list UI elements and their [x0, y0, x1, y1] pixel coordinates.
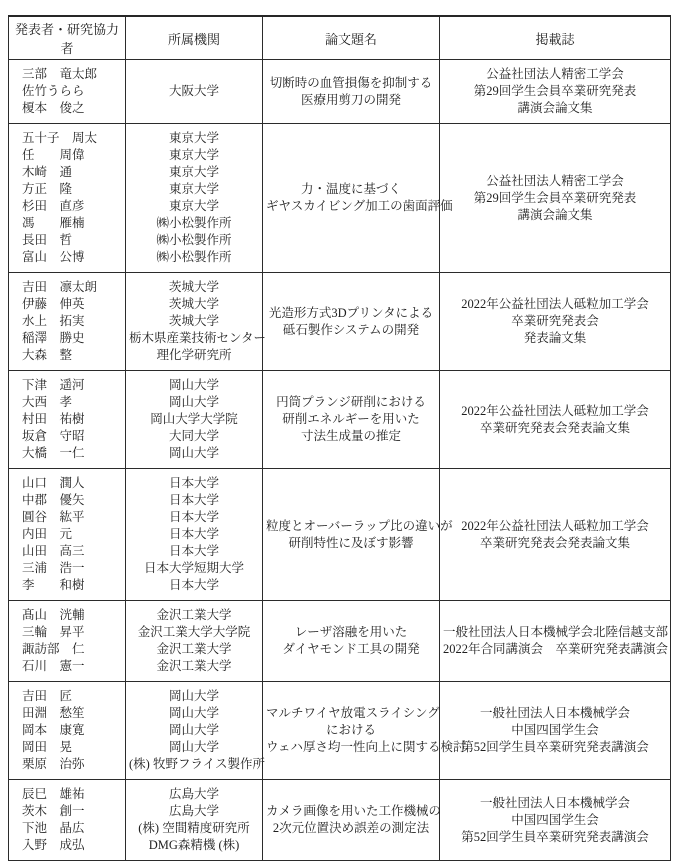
- text-line: 日本大学: [168, 527, 219, 541]
- text-line: 圓谷 紘平: [22, 510, 85, 524]
- journal-cell: [440, 273, 671, 371]
- text-line: 卒業研究発表会発表論文集: [479, 420, 630, 435]
- text-line: 伊藤 伸英: [22, 297, 85, 311]
- table-row: [9, 780, 671, 861]
- table-row: [9, 124, 671, 273]
- publications-table: [8, 15, 671, 861]
- text-line: 第52回学生員卒業研究発表講演会: [461, 829, 649, 844]
- journal-cell: [440, 601, 671, 682]
- text-line: 山口 潤人: [22, 476, 85, 490]
- text-line: 木崎 通: [22, 165, 73, 179]
- text-line: 東京大学: [168, 182, 219, 196]
- text-line: 三輪 昇平: [22, 625, 85, 639]
- text-line: 長田 哲: [22, 233, 73, 247]
- text-line: 吉田 匠: [22, 689, 73, 703]
- text-line: マルチワイヤ放電スライシング: [266, 706, 440, 720]
- names-cell: [9, 469, 126, 601]
- text-line: 東京大学: [168, 199, 219, 213]
- column-header-journal: 掲載誌: [440, 16, 671, 60]
- text-line: 日本大学: [168, 578, 219, 592]
- text-line: 研削エネルギーを用いた: [282, 412, 420, 426]
- table-row: [9, 273, 671, 371]
- affiliation-cell: [126, 601, 263, 682]
- text-line: (株) 牧野フライス製作所: [129, 757, 265, 771]
- affiliation-cell: [126, 124, 263, 273]
- text-line: 岡山大学: [168, 395, 219, 409]
- text-line: ギヤスカイビング加工の歯面評価: [266, 199, 453, 213]
- text-line: 水上 拓実: [22, 314, 85, 328]
- title-cell: [263, 371, 440, 469]
- journal-cell: [440, 124, 671, 273]
- affiliation-cell: [126, 780, 263, 861]
- text-line: 寸法生成量の推定: [300, 429, 401, 443]
- text-line: 岡本 康寛: [22, 723, 85, 737]
- text-line: 第52回学生員卒業研究発表講演会: [461, 740, 649, 754]
- text-line: 岡山大学: [168, 689, 219, 703]
- journal-cell: [440, 780, 671, 861]
- text-line: 岡山大学: [168, 740, 219, 754]
- text-line: 一般社団法人日本機械学会: [479, 706, 630, 720]
- text-line: 茨木 創一: [22, 804, 85, 818]
- text-line: 岡山大学: [168, 378, 219, 392]
- text-line: ウェハ厚さ均一性向上に関する検討: [266, 740, 466, 754]
- column-header-presenters: 発表者・研究協力者: [9, 16, 126, 60]
- title-cell: [263, 601, 440, 682]
- text-line: 一般社団法人日本機械学会: [479, 795, 630, 810]
- journal-cell: [440, 60, 671, 124]
- text-line: 粒度とオーバーラップ比の違いが: [266, 518, 453, 533]
- text-line: 榎本 俊之: [22, 101, 85, 115]
- text-line: 切断時の血管損傷を抑制する: [269, 75, 433, 90]
- text-line: 卒業研究発表会: [511, 314, 599, 328]
- text-line: 富山 公博: [22, 250, 85, 264]
- text-line: 馮 雁楠: [22, 216, 85, 230]
- text-line: ㈱小松製作所: [156, 233, 232, 247]
- title-cell: [263, 469, 453, 601]
- text-line: 李 和樹: [22, 578, 85, 592]
- text-line: 2022年公益社団法人砥粒加工学会: [461, 297, 649, 311]
- text-line: 2022年公益社団法人砥粒加工学会: [461, 518, 649, 533]
- text-line: 任 周偉: [22, 148, 85, 162]
- text-line: 中国四国学生会: [511, 812, 599, 827]
- journal-cell: [440, 682, 671, 780]
- table-row: [9, 371, 671, 469]
- text-line: 2次元位置決め誤差の測定法: [272, 821, 430, 835]
- text-line: 五十子 周太: [22, 131, 98, 145]
- names-cell: [9, 780, 126, 861]
- text-line: 2022年公益社団法人砥粒加工学会: [461, 403, 649, 418]
- table-row: [9, 469, 671, 601]
- header-row: [9, 16, 671, 60]
- title-cell: [263, 682, 466, 780]
- text-line: 茨城大学: [168, 297, 219, 311]
- names-cell: [9, 60, 126, 124]
- text-line: ダイヤモンド工具の開発: [282, 642, 420, 656]
- title-cell: [263, 780, 440, 861]
- text-line: 杉田 直彦: [22, 199, 85, 213]
- text-line: 入野 成弘: [22, 838, 85, 852]
- text-line: における: [325, 723, 376, 737]
- text-line: 大森 整: [22, 348, 73, 362]
- text-line: 日本大学: [168, 544, 219, 558]
- text-line: 日本大学: [168, 493, 219, 507]
- text-line: 東京大学: [168, 148, 219, 162]
- affiliation-cell: [126, 469, 263, 601]
- text-line: 金沢工業大学大学院: [137, 625, 251, 639]
- text-line: 三浦 浩一: [22, 561, 85, 575]
- text-line: 発表論文集: [523, 331, 587, 345]
- text-line: 日本大学: [168, 476, 219, 490]
- text-line: 田淵 愁笙: [22, 706, 85, 720]
- text-line: 大西 孝: [22, 395, 73, 409]
- text-line: 日本大学短期大学: [143, 561, 244, 575]
- journal-cell: [440, 469, 671, 601]
- names-cell: [9, 371, 126, 469]
- names-cell: [9, 682, 126, 780]
- names-cell: [9, 601, 126, 682]
- text-line: 講演会論文集: [517, 207, 593, 222]
- text-line: 中国四国学生会: [511, 723, 599, 737]
- text-line: 東京大学: [168, 165, 219, 179]
- text-line: 第29回学生会員卒業研究発表: [473, 190, 637, 205]
- text-line: 吉田 凛太朗: [22, 280, 98, 294]
- text-line: 一般社団法人日本機械学会北陸信越支部: [443, 625, 669, 639]
- text-line: ㈱小松製作所: [156, 250, 232, 264]
- text-line: 三部 竜太郎: [22, 67, 98, 81]
- text-line: 茨城大学: [168, 280, 219, 294]
- table-row: [9, 601, 671, 682]
- text-line: 卒業研究発表会発表論文集: [479, 535, 630, 550]
- text-line: 岡田 晃: [22, 740, 73, 754]
- affiliation-cell: [126, 371, 263, 469]
- text-line: 茨城大学: [168, 314, 219, 328]
- text-line: 第29回学生会員卒業研究発表: [473, 84, 637, 98]
- title-cell: [263, 60, 440, 124]
- text-line: 金沢工業大学: [156, 642, 232, 656]
- text-line: 村田 祐樹: [22, 412, 85, 426]
- text-line: 中郡 優矢: [22, 493, 85, 507]
- text-line: 岡山大学大学院: [150, 412, 238, 426]
- text-line: 佐竹うらら: [22, 84, 85, 98]
- text-line: 金沢工業大学: [156, 608, 232, 622]
- text-line: 下池 晶広: [22, 821, 85, 835]
- text-line: 坂倉 守昭: [22, 429, 85, 443]
- text-line: 岡山大学: [168, 706, 219, 720]
- text-line: 公益社団法人精密工学会: [486, 67, 624, 81]
- text-line: レーザ溶融を用いた: [294, 625, 408, 639]
- text-line: 金沢工業大学: [156, 659, 232, 673]
- text-line: 大橋 一仁: [22, 446, 85, 460]
- journal-cell: [440, 371, 671, 469]
- text-line: 諏訪部 仁: [22, 642, 85, 656]
- text-line: ㈱小松製作所: [156, 216, 232, 230]
- column-header-paper-title: 論文題名: [263, 16, 440, 60]
- text-line: 円筒プランジ研削における: [276, 395, 426, 409]
- text-line: 公益社団法人精密工学会: [486, 173, 624, 188]
- text-line: 医療用剪刀の開発: [300, 92, 401, 107]
- text-line: 砥石製作システムの開発: [282, 322, 420, 337]
- text-line: DMG森精機 (株): [148, 838, 240, 852]
- text-line: 髙山 洸輔: [22, 608, 85, 622]
- title-cell: [263, 273, 440, 371]
- column-header-affiliation: 所属機関: [126, 16, 263, 60]
- text-line: 広島大学: [168, 787, 219, 801]
- text-line: 2022年合同講演会 卒業研究発表講演会: [443, 642, 669, 656]
- text-line: 大同大学: [168, 429, 219, 443]
- text-line: 岡山大学: [168, 723, 219, 737]
- text-line: 岡山大学: [168, 446, 219, 460]
- text-line: 日本大学: [168, 510, 219, 524]
- text-line: 辰巳 雄祐: [22, 787, 85, 801]
- names-cell: [9, 124, 126, 273]
- affiliation-cell: [126, 60, 263, 124]
- text-line: 理化学研究所: [156, 348, 232, 362]
- text-line: 広島大学: [168, 804, 219, 818]
- text-line: 栗原 治弥: [22, 757, 85, 771]
- text-line: 力・温度に基づく: [300, 182, 401, 196]
- title-cell: [263, 124, 453, 273]
- text-line: 方正 隆: [22, 182, 73, 196]
- text-line: 内田 元: [22, 527, 73, 541]
- text-line: 下津 遥河: [22, 378, 85, 392]
- text-line: 講演会論文集: [517, 101, 593, 115]
- text-line: 石川 憲一: [22, 659, 85, 673]
- text-line: カメラ画像を用いた工作機械の: [266, 804, 442, 818]
- text-line: (株) 空間精度研究所: [138, 821, 250, 835]
- table-row: [9, 682, 671, 780]
- affiliation-cell: [126, 273, 267, 371]
- text-line: 研削特性に及ぼす影響: [288, 535, 414, 550]
- text-line: 山田 高三: [22, 544, 85, 558]
- text-line: 栃木県産業技術センター: [129, 331, 267, 345]
- text-line: 東京大学: [168, 131, 219, 145]
- text-line: 稲澤 勝史: [22, 331, 85, 345]
- affiliation-cell: [126, 682, 263, 780]
- text-line: 大阪大学: [168, 84, 219, 98]
- names-cell: [9, 273, 126, 371]
- table-row: [9, 60, 671, 124]
- text-line: 光造形方式3Dプリンタによる: [268, 305, 434, 320]
